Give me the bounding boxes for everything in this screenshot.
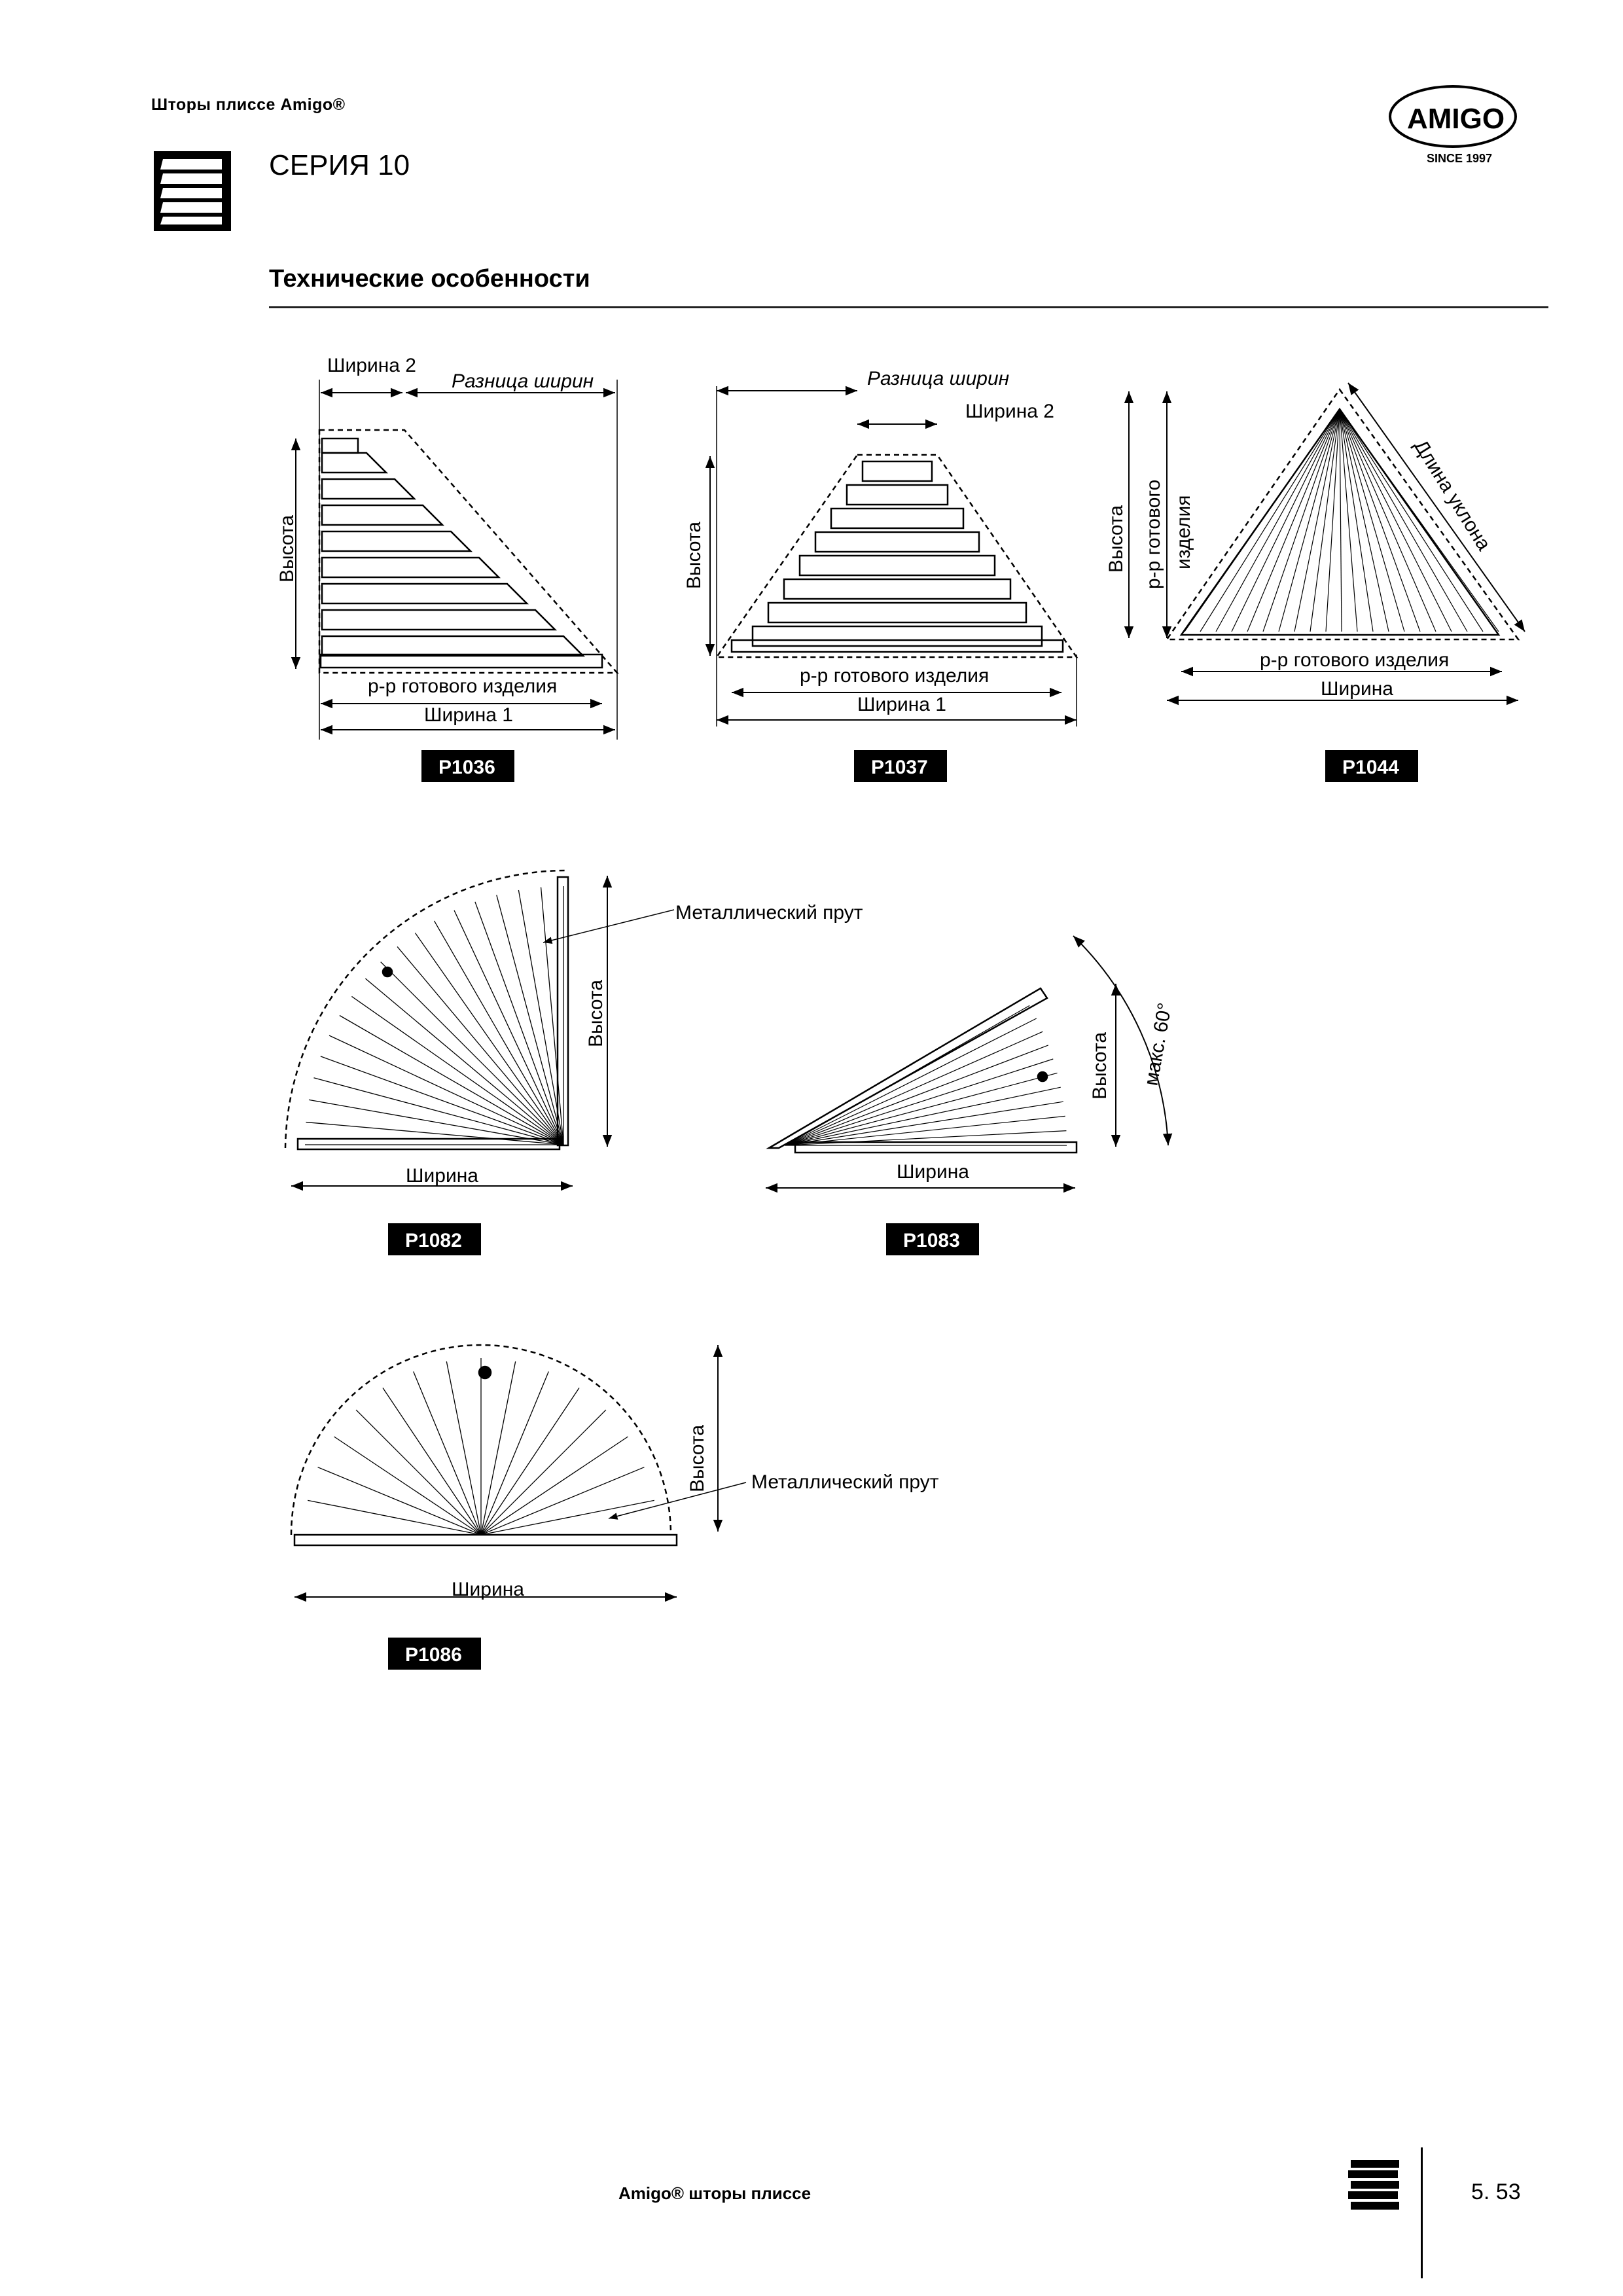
model-code-p1037: P1037 — [871, 757, 928, 778]
drawing-line — [1310, 409, 1340, 632]
label-width2: Ширина 2 — [965, 401, 1054, 422]
label-width: Ширина — [406, 1165, 478, 1187]
drawing-line — [1340, 409, 1404, 632]
label-product-size: р-р готового изделия — [1260, 649, 1450, 671]
label-product-size: р-р готового изделия — [368, 675, 558, 697]
drawing-line — [322, 531, 471, 551]
drawing-line — [1232, 409, 1340, 632]
drawing-line — [1340, 409, 1420, 632]
drawing-line — [318, 1467, 481, 1535]
label-height: Высота — [585, 979, 607, 1047]
footer-text: Amigo® шторы плиссе — [618, 2183, 812, 2203]
drawing-line — [785, 1005, 1029, 1145]
drawing-line — [481, 1467, 644, 1535]
label-width1: Ширина 1 — [857, 694, 946, 715]
drawing-line — [481, 1410, 606, 1535]
drawing-line — [785, 1059, 1053, 1145]
drawing-line — [753, 626, 1042, 646]
drawing-line — [1340, 409, 1389, 632]
drawing-line — [322, 479, 414, 499]
drawing-line — [800, 556, 995, 575]
label-height: Высота — [687, 1424, 708, 1492]
drawing-line — [795, 1142, 1077, 1153]
drawing-line — [322, 584, 527, 603]
model-code-p1044: P1044 — [1342, 757, 1399, 778]
drawing-line — [322, 453, 386, 473]
drawing-line — [541, 888, 563, 1145]
drawing-line — [321, 1056, 563, 1145]
drawing-line — [785, 1018, 1037, 1145]
drawing-line — [497, 895, 563, 1145]
label-product-size: р-р готового изделия — [800, 665, 990, 687]
label-metal-rod: Металлический прут — [751, 1471, 939, 1493]
drawing-line — [609, 1482, 746, 1518]
drawing-line — [1348, 383, 1525, 632]
drawing-line — [769, 988, 1047, 1148]
diagram-p1083 — [886, 1001, 1176, 1255]
diagram-p1082 — [388, 902, 863, 1255]
drawing-line — [322, 505, 442, 525]
drawing-line — [1340, 409, 1467, 632]
label-height: Высота — [276, 514, 298, 583]
drawing-line — [322, 610, 555, 630]
label-height: Высота — [683, 521, 705, 589]
drawing-line — [475, 902, 563, 1145]
drawing-line — [863, 461, 932, 481]
drawing-line — [558, 877, 568, 1145]
drawing-line — [1340, 409, 1342, 632]
drawing-line — [454, 910, 563, 1145]
drawing-line — [306, 1122, 563, 1145]
drawing-line — [1216, 409, 1340, 632]
label-width-diff: Разница ширин — [867, 368, 1010, 389]
label-product-size-2: изделия — [1173, 495, 1194, 569]
section-title: Технические особенности — [269, 265, 590, 293]
drawing-line — [785, 1031, 1043, 1145]
drawing-line — [322, 636, 583, 656]
drawing-line — [785, 1131, 1066, 1145]
diagram-p1036 — [276, 355, 594, 782]
label-width-diff: Разница ширин — [452, 370, 594, 392]
drawing-line — [313, 1078, 563, 1145]
drawing-line — [481, 1372, 548, 1535]
drawing-line — [785, 1087, 1061, 1145]
model-code-p1082: P1082 — [405, 1230, 462, 1251]
series-title: СЕРИЯ 10 — [269, 149, 410, 181]
drawing-line — [768, 603, 1026, 622]
label-product-size-1: р-р готового — [1143, 479, 1164, 589]
label-height: Высота — [1089, 1031, 1111, 1100]
label-height: Высота — [1105, 505, 1127, 573]
model-code-p1086: P1086 — [405, 1644, 462, 1666]
drawing-line — [479, 1367, 491, 1378]
drawing-line — [543, 910, 674, 942]
drawing-line — [322, 558, 499, 577]
drawing-line — [414, 1372, 481, 1535]
footer-divider — [1421, 2147, 1423, 2278]
logo-text: AMIGO — [1407, 103, 1505, 135]
drawing-line — [322, 439, 358, 453]
page-number: 5. 53 — [1471, 2179, 1521, 2204]
drawing-line — [815, 532, 979, 552]
label-width: Ширина — [452, 1579, 524, 1600]
brand-header: Шторы плиссе Amigo® — [151, 96, 346, 114]
drawing-line — [1185, 409, 1340, 632]
drawing-line — [1038, 1072, 1047, 1081]
model-code-p1036: P1036 — [438, 757, 495, 778]
diagram-p1044 — [1105, 436, 1495, 782]
drawing-line — [1340, 409, 1357, 632]
drawing-line — [294, 1535, 677, 1545]
drawing-line — [1279, 409, 1340, 632]
logo-since: SINCE 1997 — [1427, 152, 1493, 165]
drawing-line — [1200, 409, 1340, 632]
drawing-line — [847, 485, 948, 505]
label-width: Ширина — [897, 1161, 969, 1183]
diagram-p1086 — [388, 1425, 939, 1670]
label-metal-rod: Металлический прут — [675, 902, 863, 924]
drawing-line — [356, 1410, 481, 1535]
label-slope-length: Длина уклона — [1410, 436, 1495, 554]
drawing-line — [831, 509, 963, 528]
drawing-line — [383, 967, 392, 977]
label-width1: Ширина 1 — [424, 704, 513, 726]
drawing-line — [298, 1139, 560, 1149]
footer-blind-icon — [1348, 2160, 1400, 2212]
drawing-line — [784, 579, 1010, 599]
label-width2: Ширина 2 — [327, 355, 416, 376]
model-code-p1083: P1083 — [903, 1230, 960, 1251]
label-width: Ширина — [1321, 678, 1393, 700]
drawing-line — [329, 1035, 563, 1145]
label-max-angle: макс. 60° — [1140, 1001, 1177, 1088]
